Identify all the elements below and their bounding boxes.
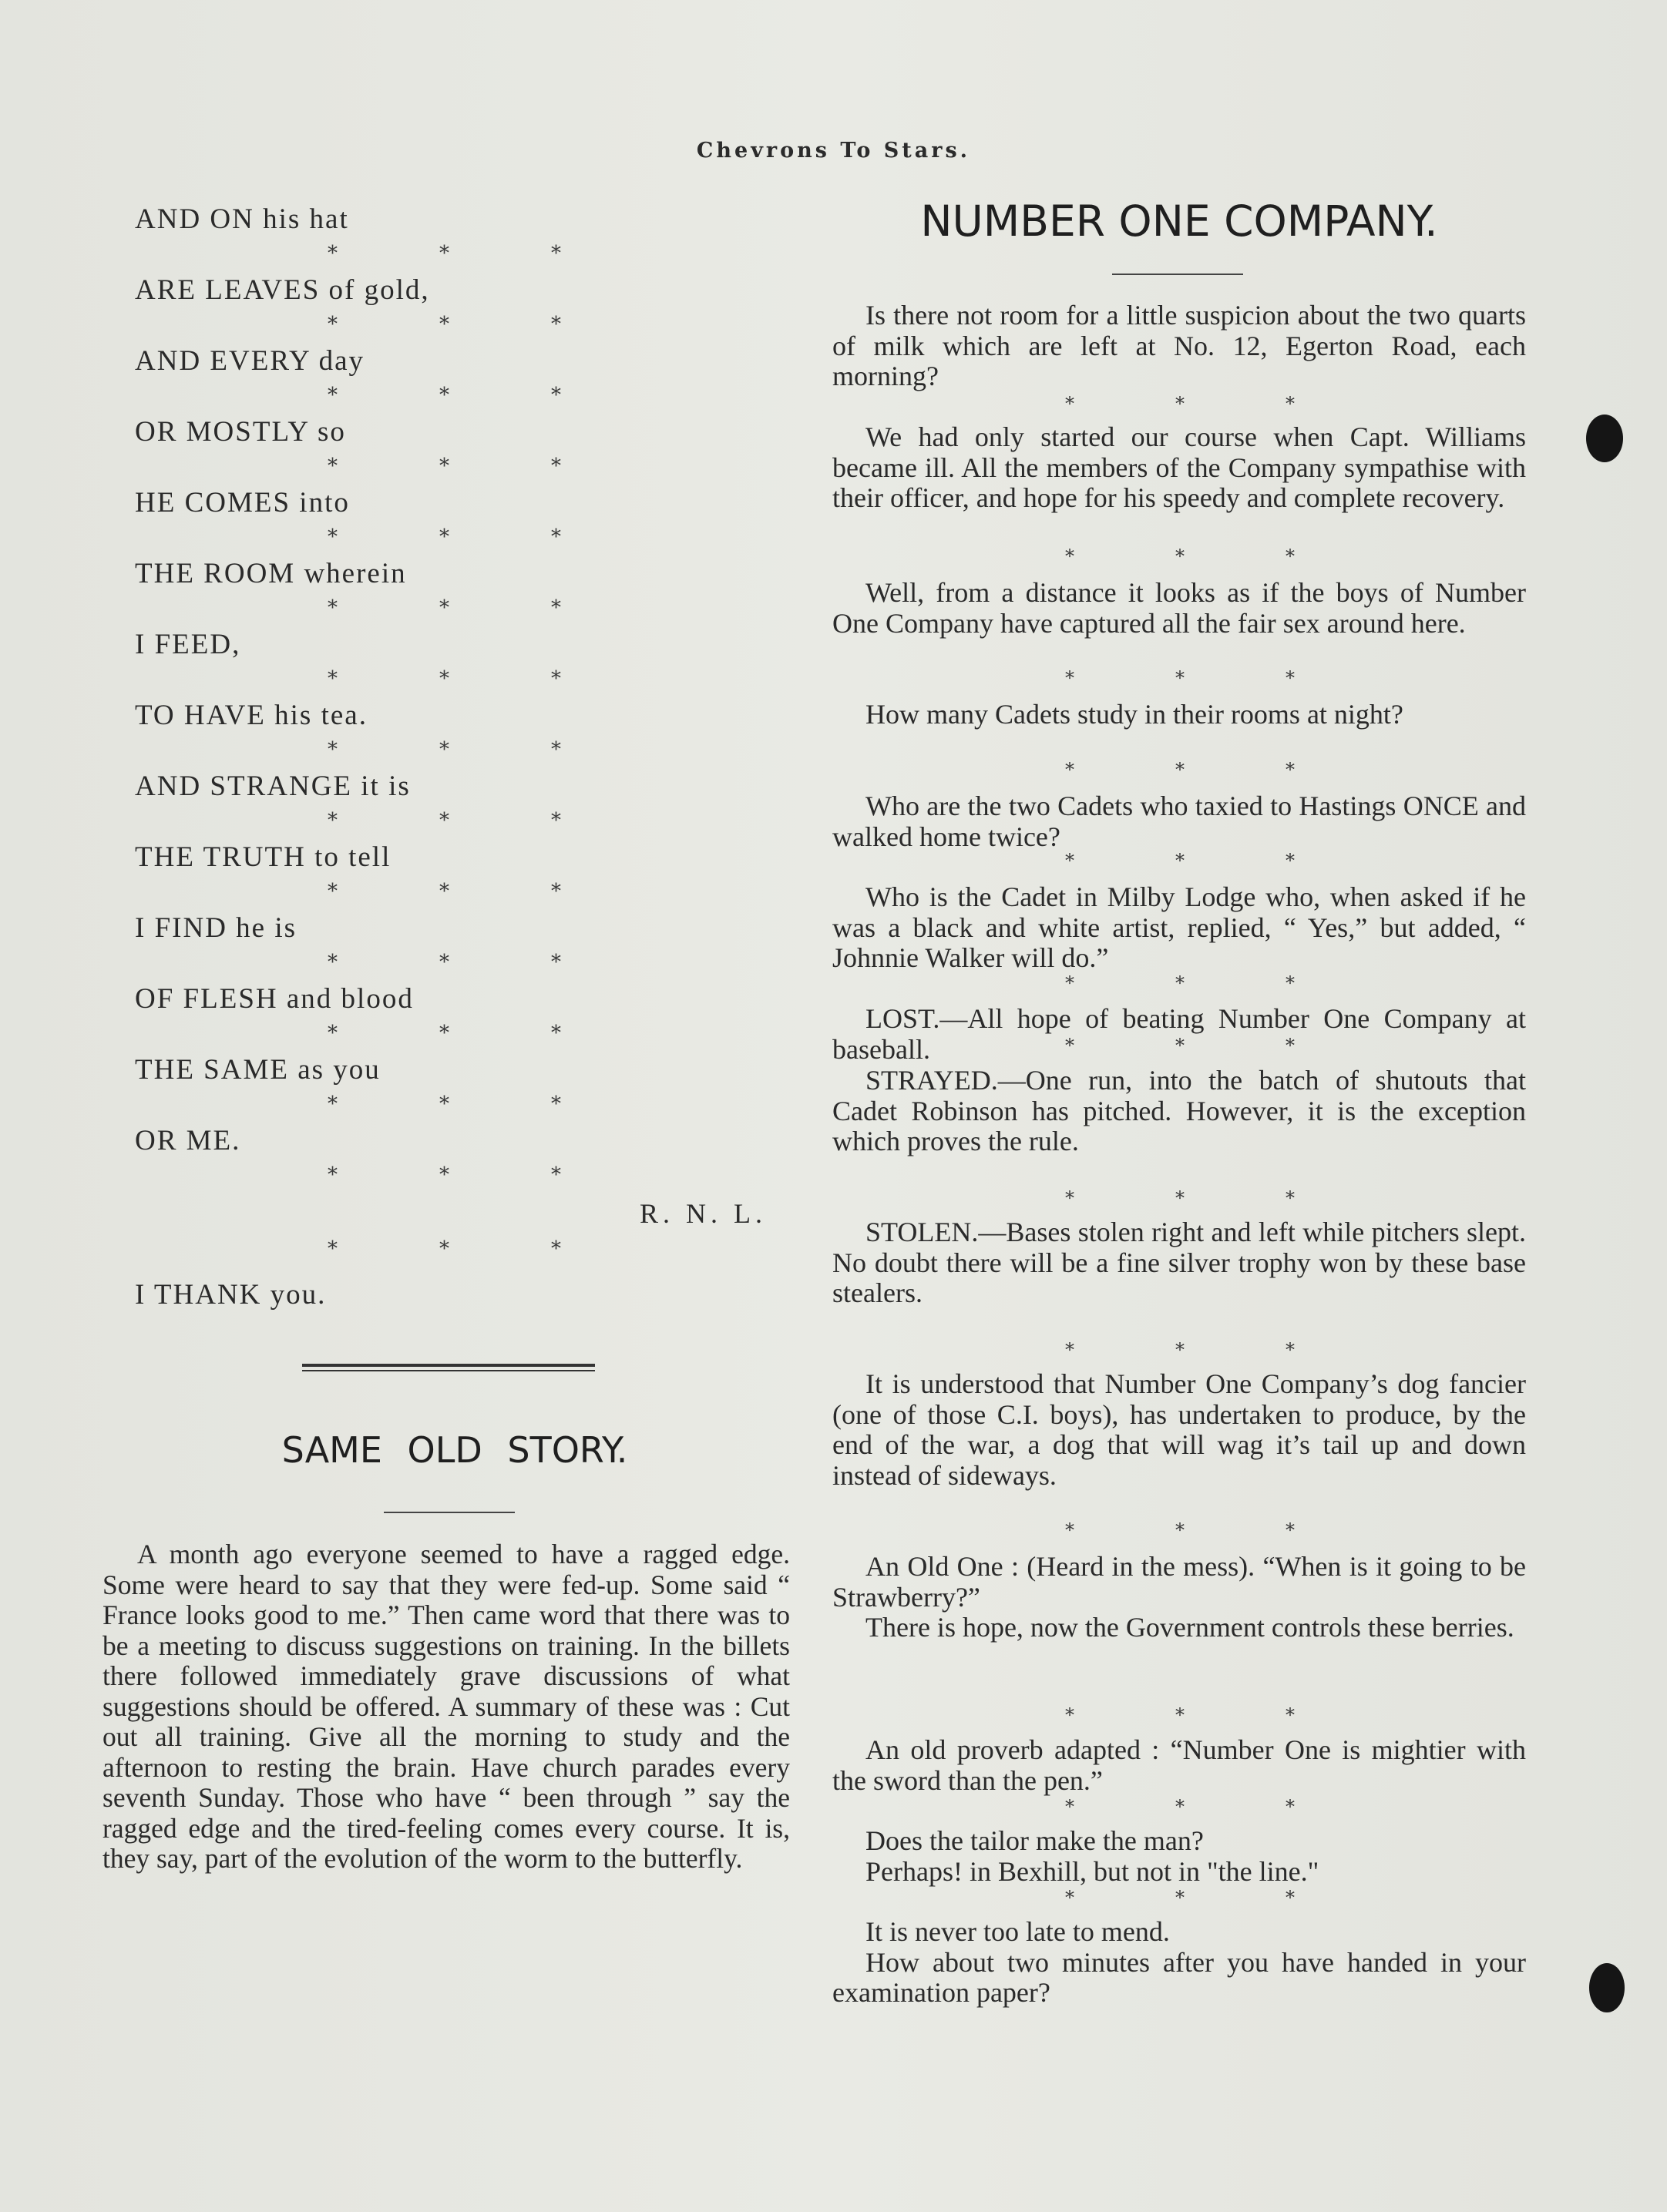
- asterisk-mark: *: [439, 1093, 449, 1116]
- asterism-separator: [135, 450, 775, 485]
- asterisk-mark: *: [1286, 1187, 1295, 1209]
- asterisk-mark: *: [1065, 1704, 1074, 1726]
- asterisk-mark: *: [328, 1163, 338, 1187]
- asterisk-mark: *: [551, 880, 561, 903]
- poem-line: I FIND he is: [135, 912, 297, 944]
- company-note: [832, 1369, 1526, 1491]
- asterisk-mark: *: [1175, 667, 1185, 689]
- asterisk-mark: *: [1286, 1796, 1295, 1818]
- asterisk-mark: *: [328, 1022, 338, 1045]
- company-note: [832, 1066, 1526, 1157]
- company-note: [832, 1917, 1526, 2009]
- company-note-paragraph: Who are the two Cadets who taxied to Hastings ONCE and walked home twice?: [832, 790, 1526, 852]
- asterisk-mark: *: [328, 384, 338, 407]
- asterisk-mark: *: [439, 313, 449, 336]
- asterisk-mark: *: [551, 1022, 561, 1045]
- asterisk-mark: *: [1175, 1796, 1185, 1818]
- number-one-company-title: NUMBER ONE COMPANY.: [920, 196, 1438, 246]
- asterisk-mark: *: [328, 880, 338, 903]
- asterisk-mark: *: [439, 242, 449, 265]
- poem-line: HE COMES into: [135, 487, 350, 519]
- poem-line: TO HAVE his tea.: [135, 700, 368, 731]
- poem-line: OF FLESH and blood: [135, 983, 414, 1015]
- asterism-separator: [832, 545, 1526, 576]
- company-note: [832, 578, 1526, 639]
- asterisk-mark: *: [1286, 667, 1295, 689]
- asterisk-mark: *: [551, 667, 561, 690]
- asterisk-mark: *: [551, 596, 561, 619]
- company-note: [832, 700, 1526, 730]
- company-note-paragraph: LOST.—All hope of beating Number One Company at baseball.: [832, 1003, 1526, 1065]
- asterism-separator: [832, 667, 1526, 698]
- asterisk-mark: *: [1065, 1187, 1074, 1209]
- asterisk-mark: *: [439, 455, 449, 478]
- asterisk-mark: *: [439, 880, 449, 903]
- poem-line: OR MOSTLY so: [135, 416, 346, 448]
- asterisk-mark: *: [551, 951, 561, 974]
- company-note-paragraph: STRAYED.—One run, into the batch of shutouts that Cadet Robinson has pitched. However, it is the exception which proves the rule.: [832, 1065, 1526, 1156]
- asterisk-mark: *: [551, 242, 561, 265]
- company-note-paragraph: How many Cadets study in their rooms at night?: [865, 699, 1403, 730]
- asterisk-mark: *: [439, 596, 449, 619]
- asterism-separator: [135, 946, 775, 982]
- same-old-story-title: SAME OLD STORY.: [281, 1429, 628, 1471]
- asterism-separator: [832, 1339, 1526, 1370]
- asterisk-mark: *: [1175, 545, 1185, 567]
- asterism-separator: [135, 875, 775, 911]
- asterisk-mark: *: [328, 1093, 338, 1116]
- asterisk-mark: *: [328, 242, 338, 265]
- asterisk-mark: *: [551, 455, 561, 478]
- asterism-separator: [135, 733, 775, 769]
- asterisk-mark: *: [1065, 850, 1074, 871]
- company-note: [832, 300, 1526, 392]
- asterisk-mark: *: [1065, 1519, 1074, 1541]
- asterism-separator: [832, 1035, 1526, 1066]
- asterisk-mark: *: [1065, 1796, 1074, 1818]
- poem-line: AND ON his hat: [135, 203, 349, 235]
- asterisk-mark: *: [328, 738, 338, 761]
- asterism-separator: [832, 393, 1526, 424]
- asterisk-mark: *: [551, 809, 561, 832]
- asterisk-mark: *: [1065, 667, 1074, 689]
- asterisk-mark: *: [1065, 1339, 1074, 1361]
- company-note: [832, 791, 1526, 852]
- asterisk-mark: *: [1175, 1704, 1185, 1726]
- company-note-paragraph: It is understood that Number One Company’s dog fancier (one of those C.I. boys), has undertaken to produce, by the end of the war, a dog that will wag it’s tail up and down instead of sideways.: [832, 1368, 1526, 1491]
- company-note-paragraph: How about two minutes after you have handed in your examination paper?: [832, 1946, 1526, 2008]
- asterisk-mark: *: [439, 809, 449, 832]
- company-note-paragraph: An Old One : (Heard in the mess). “When is it going to be Strawberry?”: [832, 1551, 1526, 1613]
- asterisk-mark: *: [1175, 1035, 1185, 1056]
- running-head: Chevrons To Stars.: [696, 139, 971, 163]
- asterisk-mark: *: [1175, 393, 1185, 415]
- company-note: [832, 1826, 1526, 1887]
- asterisk-mark: *: [1286, 393, 1295, 415]
- asterisk-mark: *: [1286, 972, 1295, 994]
- poem-line: ARE LEAVES of gold,: [135, 274, 430, 306]
- asterisk-mark: *: [439, 1022, 449, 1045]
- asterisk-mark: *: [328, 1237, 338, 1260]
- asterism-separator: [135, 592, 775, 627]
- asterism-separator: [832, 1887, 1526, 1918]
- company-note-paragraph: There is hope, now the Government controls these berries.: [865, 1612, 1514, 1643]
- asterisk-mark: *: [1175, 850, 1185, 871]
- asterisk-mark: *: [439, 1163, 449, 1187]
- asterism-separator: [832, 1519, 1526, 1550]
- asterisk-mark: *: [1065, 759, 1074, 780]
- title-underline-rule: [1112, 274, 1243, 275]
- asterism-separator: [832, 1704, 1526, 1735]
- asterisk-mark: *: [1286, 850, 1295, 871]
- company-note-paragraph: An old proverb adapted : “Number One is mightier with the sword than the pen.”: [832, 1734, 1526, 1796]
- asterisk-mark: *: [551, 525, 561, 549]
- asterisk-mark: *: [328, 667, 338, 690]
- asterisk-mark: *: [1286, 759, 1295, 780]
- asterism-separator: [135, 308, 775, 344]
- asterisk-mark: *: [1286, 1339, 1295, 1361]
- punch-hole-lower: [1589, 1963, 1625, 2012]
- poem-line: THE ROOM wherein: [135, 558, 407, 589]
- asterisk-mark: *: [328, 596, 338, 619]
- asterisk-mark: *: [1065, 1887, 1074, 1908]
- asterisk-mark: *: [1286, 1519, 1295, 1541]
- asterisk-mark: *: [1065, 393, 1074, 415]
- poem-line: THE TRUTH to tell: [135, 841, 392, 873]
- same-old-story-body: A month ago everyone seemed to have a ragged edge. Some were heard to say that they were fed-up. Some said “ France looks good to me.” Then came word that there was to be a meeting to discuss suggestions on training. In the billets there followed immediately grave discussions of what suggestions should be offered. A summary of these was : Cut out all training. Give all the morning to study and the afternoon to resting the brain. Have church parades every seventh Sunday. Those who have “ been through ” say the ragged edge and the tired-feeling comes every course. It is, they say, part of the evolution of the worm to the butterfly.: [103, 1539, 790, 1874]
- company-note-paragraph: Does the tailor make the man?: [865, 1825, 1204, 1856]
- company-note-paragraph: Well, from a distance it looks as if the boys of Number One Company have captured all the fair sex around here.: [832, 577, 1526, 639]
- asterisk-mark: *: [551, 384, 561, 407]
- poem-closing-line: I THANK you.: [135, 1279, 327, 1311]
- company-note-paragraph: We had only started our course when Capt. Williams became ill. All the members of the Company sympathise with their officer, and hope for his speedy and complete recovery.: [832, 421, 1526, 513]
- asterisk-mark: *: [1065, 545, 1074, 567]
- asterisk-mark: *: [551, 1237, 561, 1260]
- asterism-separator: [135, 521, 775, 556]
- poem-line: OR ME.: [135, 1125, 241, 1156]
- asterism-separator: [135, 1233, 775, 1268]
- asterisk-mark: *: [1175, 1887, 1185, 1908]
- asterism-separator: [135, 804, 775, 840]
- title-underline-rule: [384, 1512, 515, 1513]
- asterisk-mark: *: [439, 667, 449, 690]
- company-note: [832, 1217, 1526, 1309]
- asterisk-mark: *: [328, 525, 338, 549]
- asterisk-mark: *: [439, 738, 449, 761]
- asterisk-mark: *: [551, 1163, 561, 1187]
- asterisk-mark: *: [1286, 1704, 1295, 1726]
- company-note-paragraph: Is there not room for a little suspicion about the two quarts of milk which are left at No. 12, Egerton Road, each morning?: [832, 300, 1526, 391]
- asterisk-mark: *: [439, 384, 449, 407]
- company-note: [832, 1735, 1526, 1796]
- asterism-separator: [832, 972, 1526, 1003]
- asterisk-mark: *: [328, 951, 338, 974]
- company-note-paragraph: Who is the Cadet in Milby Lodge who, when asked if he was a black and white artist, replied, “ Yes,” but added, “ Johnnie Walker will do.”: [832, 881, 1526, 973]
- asterism-separator: [832, 759, 1526, 790]
- asterism-separator: [135, 1017, 775, 1052]
- asterisk-mark: *: [551, 1093, 561, 1116]
- asterism-separator: [135, 1159, 775, 1194]
- asterisk-mark: *: [1175, 1187, 1185, 1209]
- double-rule-divider: [302, 1364, 595, 1371]
- asterisk-mark: *: [1286, 1035, 1295, 1056]
- asterisk-mark: *: [1175, 1339, 1185, 1361]
- punch-hole-upper: [1586, 415, 1623, 462]
- company-note-paragraph: It is never too late to mend.: [865, 1916, 1170, 1947]
- asterisk-mark: *: [328, 809, 338, 832]
- asterisk-mark: *: [328, 313, 338, 336]
- asterism-separator: [135, 663, 775, 698]
- asterisk-mark: *: [1175, 972, 1185, 994]
- company-note: [832, 882, 1526, 974]
- asterisk-mark: *: [1175, 759, 1185, 780]
- asterism-separator: [832, 1187, 1526, 1218]
- asterisk-mark: *: [551, 313, 561, 336]
- poem-line: AND EVERY day: [135, 345, 365, 377]
- asterisk-mark: *: [439, 951, 449, 974]
- poem-line: THE SAME as you: [135, 1054, 381, 1086]
- poem: [135, 202, 775, 1313]
- asterisk-mark: *: [1065, 972, 1074, 994]
- poem-line: I FEED,: [135, 629, 241, 660]
- asterisk-mark: *: [551, 738, 561, 761]
- asterisk-mark: *: [1175, 1519, 1185, 1541]
- asterisk-mark: *: [1065, 1035, 1074, 1056]
- asterism-separator: [135, 379, 775, 415]
- company-note: [832, 1552, 1526, 1643]
- asterism-separator: [832, 850, 1526, 881]
- asterisk-mark: *: [1286, 1887, 1295, 1908]
- asterisk-mark: *: [328, 455, 338, 478]
- asterisk-mark: *: [1286, 545, 1295, 567]
- asterisk-mark: *: [439, 1237, 449, 1260]
- asterism-separator: [832, 1796, 1526, 1827]
- asterism-separator: [135, 1088, 775, 1123]
- asterisk-mark: *: [439, 525, 449, 549]
- poem-line: AND STRANGE it is: [135, 770, 411, 802]
- company-note: [832, 422, 1526, 514]
- poem-signature: R. N. L.: [640, 1198, 767, 1229]
- company-note-paragraph: Perhaps! in Bexhill, but not in "the line.": [865, 1855, 1319, 1887]
- company-note-paragraph: STOLEN.—Bases stolen right and left while pitchers slept. No doubt there will be a fine silver trophy won by these base stealers.: [832, 1217, 1526, 1308]
- asterism-separator: [135, 237, 775, 273]
